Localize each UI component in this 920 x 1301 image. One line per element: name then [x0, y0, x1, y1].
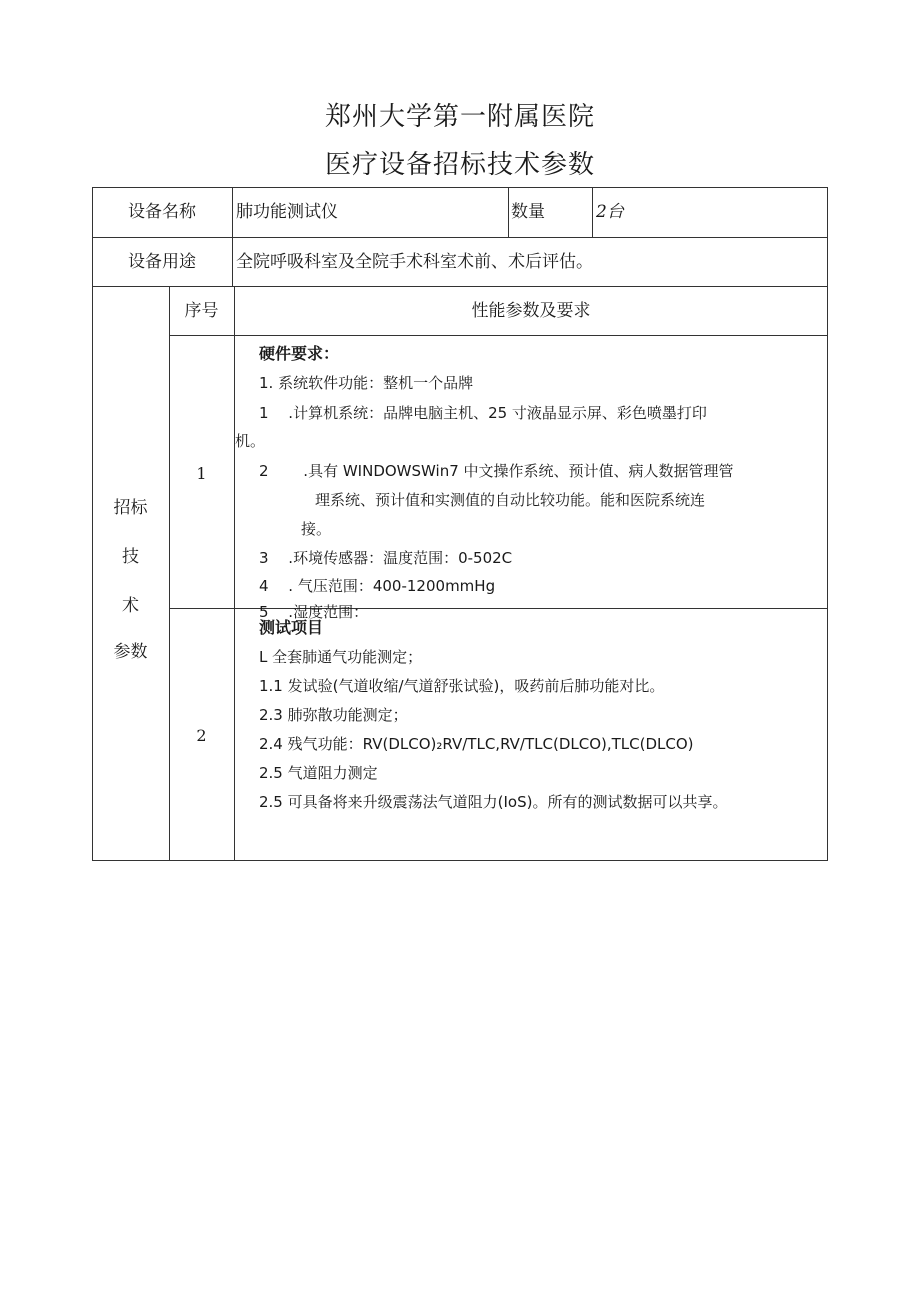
usage-value: 全院呼吸科室及全院手术科室术前、术后评估。	[236, 252, 593, 272]
table-border-right	[827, 187, 828, 861]
col-divider	[232, 187, 233, 287]
col-divider	[169, 286, 170, 861]
row-2-line: 2.3 肺弥散功能测定；	[259, 706, 408, 724]
col-divider	[592, 187, 593, 237]
section-label-part: 技	[122, 547, 139, 567]
row-1-heading: 硬件要求：	[259, 344, 340, 363]
col-divider	[508, 187, 509, 237]
row-1-seq: 1	[196, 464, 207, 483]
device-name-value: 肺功能测试仪	[236, 202, 338, 222]
table-border-top	[92, 187, 828, 188]
row-1-line: 1 .计算机系统：品牌电脑主机、25 寸液晶显示屏、彩色喷墨打印	[259, 404, 707, 422]
hospital-name: 郑州大学第一附属医院	[324, 102, 595, 132]
row-2-line: 1.1 发试验(气道收缩/气道舒张试验)，吸药前后肺功能对比。	[259, 677, 665, 695]
quantity-value: 2台	[596, 202, 624, 222]
row-1-line: 理系统、预计值和实测值的自动比较功能。能和医院系统连	[315, 491, 706, 509]
row-1-line: 2 .具有 WINDOWSWin7 中文操作系统、预计值、病人数据管理管	[259, 462, 734, 480]
section-label-part: 参数	[113, 642, 148, 662]
row-divider	[92, 286, 828, 287]
section-label-part: 招标	[113, 498, 148, 518]
quantity-label: 数量	[511, 202, 545, 222]
row-1-line: 5 .湿度范围：	[259, 603, 369, 621]
row-1-line: 1. 系统软件功能：整机一个品牌	[259, 374, 474, 392]
row-1-line: 接。	[301, 520, 332, 538]
document-title: 医疗设备招标技术参数	[324, 150, 595, 180]
row-2-heading: 测试项目	[259, 618, 324, 637]
usage-label: 设备用途	[128, 252, 196, 272]
table-border-bottom	[92, 860, 828, 861]
row-1-line: 4 . 气压范围：400-1200mmHg	[259, 577, 496, 595]
param-header: 性能参数及要求	[471, 301, 591, 321]
row-2-line: L 全套肺通气功能测定；	[259, 648, 423, 666]
section-label-part: 术	[122, 596, 139, 616]
device-name-label: 设备名称	[128, 202, 196, 222]
row-2-line: 2.4 残气功能：RV(DLCO)₂RV/TLC,RV/TLC(DLCO),TLC(DLCO)	[259, 735, 694, 753]
row-1-line: 机。	[235, 432, 266, 450]
row-2-line: 2.5 气道阻力测定	[259, 764, 378, 782]
table-border-left	[92, 187, 93, 861]
row-divider	[92, 237, 828, 238]
row-1-line: 3 .环境传感器：温度范围：0-502C	[259, 549, 513, 567]
seq-header: 序号	[184, 301, 219, 321]
row-2-seq: 2	[196, 726, 207, 745]
row-2-line: 2.5 可具备将来升级震荡法气道阻力(IoS)。所有的测试数据可以共享。	[259, 793, 728, 811]
row-1-content	[235, 336, 827, 621]
